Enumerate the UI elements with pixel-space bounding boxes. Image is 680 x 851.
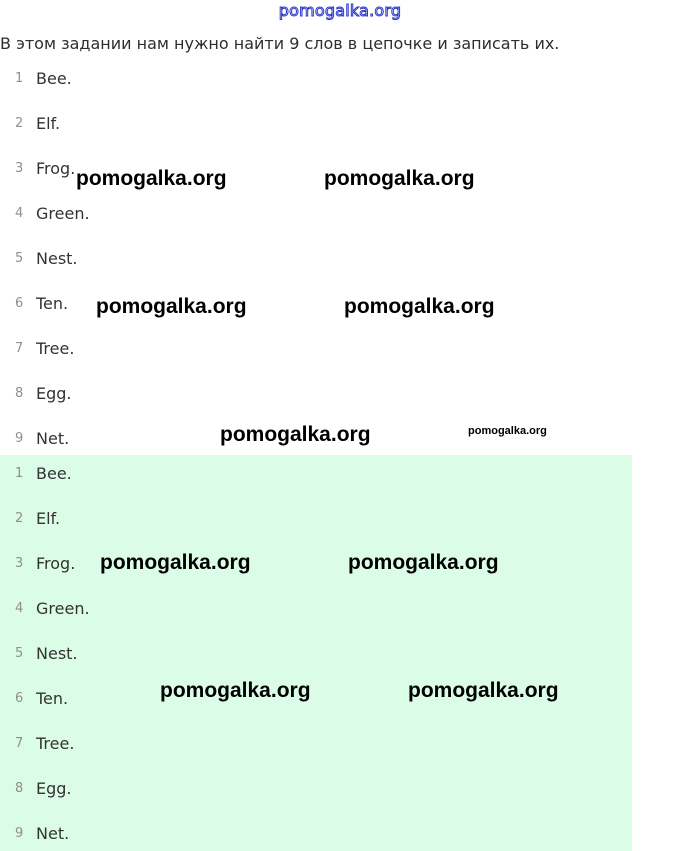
watermark: pomogalka.org	[348, 551, 499, 574]
list-item	[0, 202, 300, 226]
item-number: 9	[15, 826, 24, 841]
watermark: pomogalka.org	[344, 295, 495, 318]
list-item	[0, 777, 300, 801]
item-word: Bee.	[36, 69, 72, 88]
item-word: Ten.	[36, 294, 69, 313]
item-number: 8	[15, 781, 24, 796]
watermark: pomogalka.org	[76, 167, 227, 190]
word-list	[0, 57, 632, 455]
watermark: pomogalka.org	[324, 167, 475, 190]
watermark: pomogalka.org	[408, 679, 559, 702]
answer-list	[0, 455, 632, 851]
list-item	[0, 67, 300, 91]
watermark: pomogalka.org	[160, 679, 311, 702]
item-word: Green.	[36, 204, 90, 223]
list-item	[0, 382, 300, 406]
item-word: Elf.	[36, 509, 61, 528]
watermark: pomogalka.org	[96, 295, 247, 318]
list-item	[0, 507, 300, 531]
item-number: 2	[15, 116, 24, 131]
item-word: Frog.	[36, 554, 76, 573]
list-item	[0, 822, 300, 846]
watermark: pomogalka.org	[468, 425, 547, 437]
item-word: Elf.	[36, 114, 61, 133]
item-number: 1	[15, 71, 24, 86]
item-word: Nest.	[36, 644, 78, 663]
item-number: 7	[15, 736, 24, 751]
item-word: Tree.	[36, 339, 75, 358]
item-number: 6	[15, 296, 24, 311]
item-number: 1	[15, 466, 24, 481]
list-item	[0, 732, 300, 756]
item-word: Tree.	[36, 734, 75, 753]
item-number: 3	[15, 556, 24, 571]
watermark: pomogalka.org	[220, 423, 371, 446]
list-item	[0, 337, 300, 361]
list-item	[0, 112, 300, 136]
item-number: 7	[15, 341, 24, 356]
item-word: Egg.	[36, 384, 72, 403]
item-number: 5	[15, 646, 24, 661]
item-number: 5	[15, 251, 24, 266]
list-item	[0, 247, 300, 271]
item-number: 4	[15, 601, 24, 616]
item-number: 8	[15, 386, 24, 401]
item-number: 3	[15, 161, 24, 176]
item-word: Green.	[36, 599, 90, 618]
site-title: pomogalka.org	[278, 1, 402, 20]
item-word: Frog.	[36, 159, 76, 178]
item-number: 9	[15, 431, 24, 446]
item-word: Net.	[36, 429, 70, 448]
list-item	[0, 642, 300, 666]
list-item	[0, 597, 300, 621]
item-number: 6	[15, 691, 24, 706]
item-word: Ten.	[36, 689, 69, 708]
item-word: Egg.	[36, 779, 72, 798]
item-number: 4	[15, 206, 24, 221]
task-intro: В этом задании нам нужно найти 9 слов в цепочке и записать их.	[0, 34, 560, 53]
item-word: Net.	[36, 824, 70, 843]
item-number: 2	[15, 511, 24, 526]
watermark: pomogalka.org	[100, 551, 251, 574]
item-word: Bee.	[36, 464, 72, 483]
list-item	[0, 462, 300, 486]
item-word: Nest.	[36, 249, 78, 268]
